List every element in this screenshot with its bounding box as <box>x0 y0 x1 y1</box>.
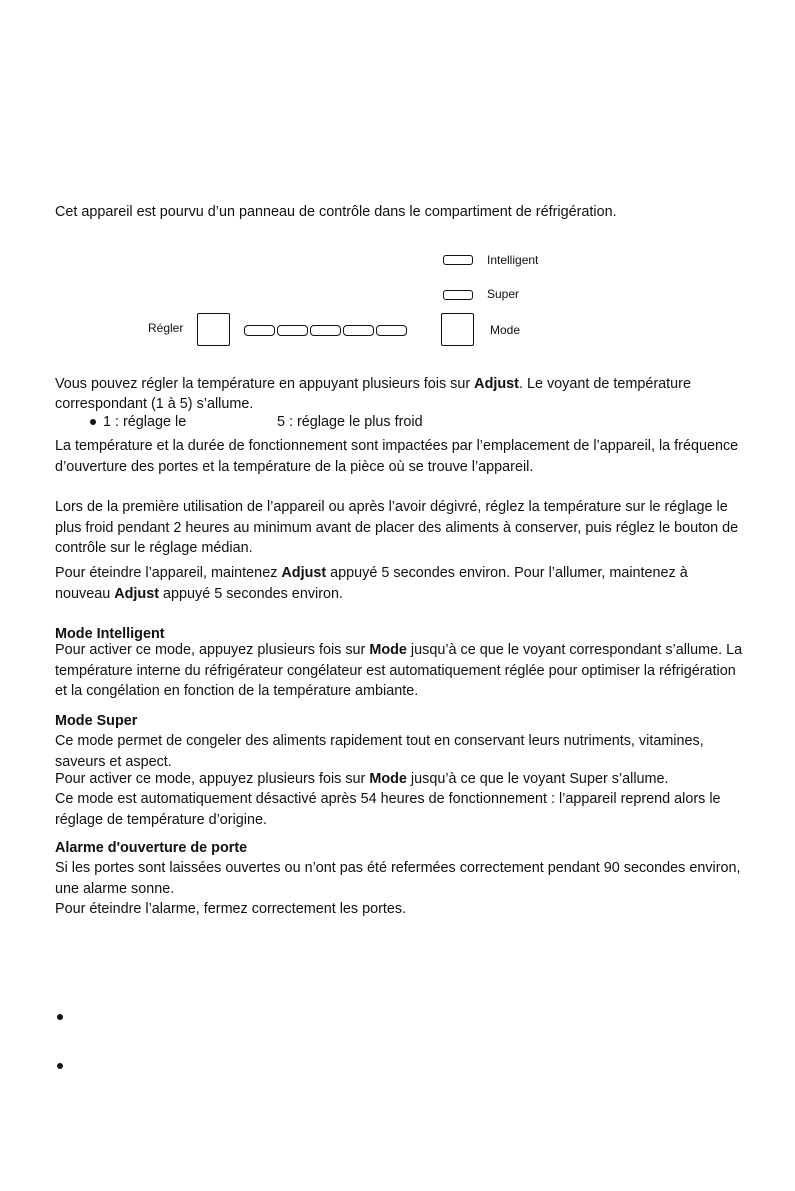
super-paragraph-1: Ce mode permet de congeler des aliments rapidement tout en conservant leurs nutriments, vitamines, saveurs et aspect. <box>55 733 704 770</box>
bullet-icon <box>90 419 96 425</box>
intelligent-indicator-icon <box>443 255 473 265</box>
bullet-cold-setting-left: 1 : réglage le <box>103 414 187 430</box>
super-heading: Mode Super <box>55 713 138 729</box>
mode-label: Mode <box>490 323 521 337</box>
temperature-led-1-icon <box>244 325 275 336</box>
door-alarm-heading: Alarme d'ouverture de porte <box>55 840 248 856</box>
temperature-led-4-icon <box>343 325 374 336</box>
temperature-led-2-icon <box>277 325 308 336</box>
super-paragraph-3: Ce mode est automatiquement désactivé après 54 heures de fonctionnement : l’appareil reprend alors le réglage de température d’origine. <box>55 791 721 828</box>
temperature-led-3-icon <box>310 325 341 336</box>
first-use-paragraph: Lors de la première utilisation de l’appareil ou après l’avoir dégivré, réglez la température sur le réglage le plus froid pendant 2 heures au minimum avant de placer des aliments à conserver, puis réglez le bouton de contrôle sur le réglage médian. <box>55 499 739 556</box>
door-alarm-paragraph-1: Si les portes sont laissées ouvertes ou n’ont pas été refermées correctement pendant 90 secondes environ, une alarme sonne. <box>55 860 741 897</box>
bullet-icon <box>57 1063 63 1069</box>
bullet-cold-setting-right: 5 : réglage le plus froid <box>277 414 423 430</box>
temperature-led-5-icon <box>376 325 407 336</box>
regler-label: Régler <box>148 321 184 335</box>
intelligent-paragraph: Pour activer ce mode, appuyez plusieurs fois sur Mode jusqu’à ce que le voyant correspondant s’allume. La température interne du réfrigérateur congélateur est automatiquement réglée pour optimiser la réfrigération et la congélation en fonction de la température ambiante. <box>55 642 743 699</box>
super-indicator-icon <box>443 290 473 300</box>
door-alarm-paragraph-2: Pour éteindre l’alarme, fermez correctement les portes. <box>55 901 407 917</box>
intelligent-label: Intelligent <box>487 253 539 267</box>
intro-text: Cet appareil est pourvu d’un panneau de contrôle dans le compartiment de réfrigération. <box>55 204 617 220</box>
bullet-icon <box>57 1014 63 1020</box>
adjust-text-line1: Vous pouvez régler la température en appuyant plusieurs fois sur Adjust. Le voyant de température <box>55 376 691 392</box>
power-paragraph: Pour éteindre l’appareil, maintenez Adjust appuyé 5 secondes environ. Pour l’allumer, maintenez à nouveau Adjust appuyé 5 secondes environ. <box>55 565 688 602</box>
adjust-button[interactable] <box>197 313 230 346</box>
adjust-text-line2: correspondant (1 à 5) s’allume. <box>55 396 254 412</box>
super-paragraph-2: Pour activer ce mode, appuyez plusieurs fois sur Mode jusqu’à ce que le voyant Super s’allume. <box>55 771 669 787</box>
mode-button[interactable] <box>441 313 474 346</box>
placement-paragraph: La température et la durée de fonctionnement sont impactées par l’emplacement de l’appareil, la fréquence d’ouverture des portes et la température de la pièce où se trouve l’appareil. <box>55 438 739 475</box>
super-label: Super <box>487 287 520 301</box>
intelligent-heading: Mode Intelligent <box>55 626 165 642</box>
